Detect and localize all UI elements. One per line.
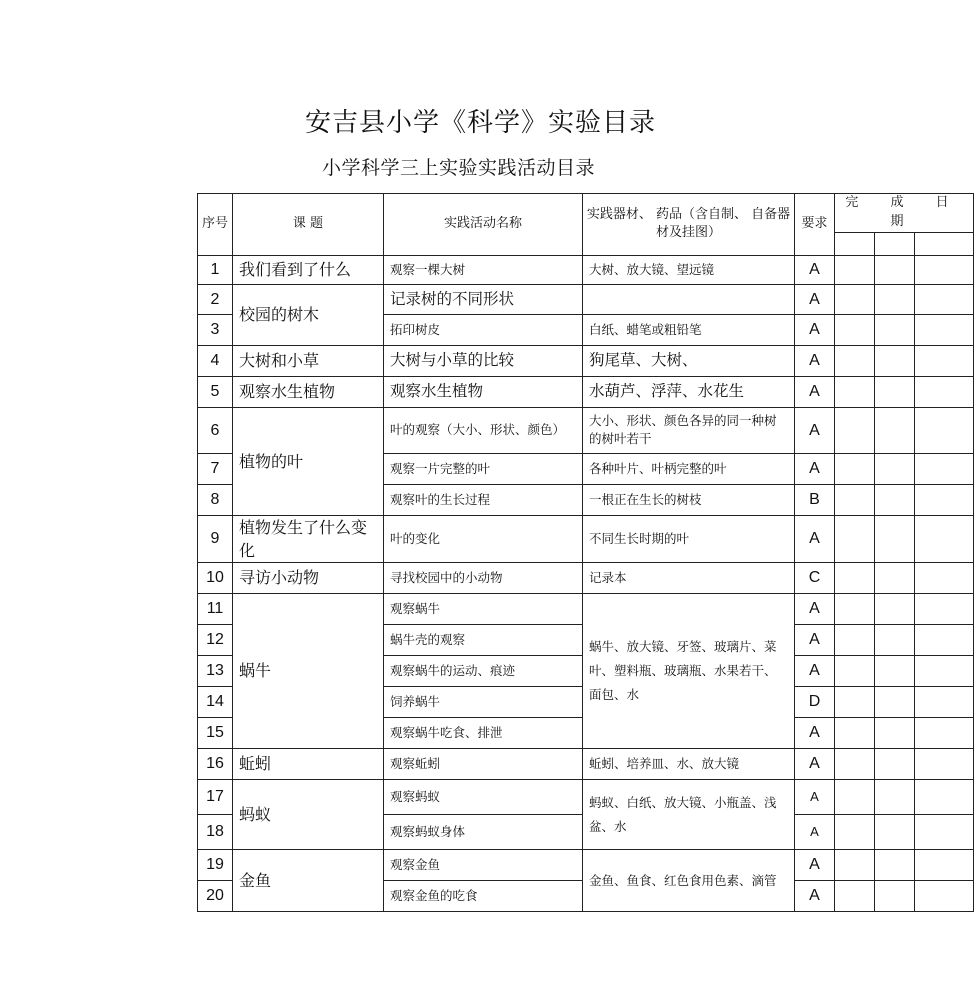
- date-cell: [915, 780, 974, 815]
- date-cell: [875, 881, 915, 912]
- date-cell: [915, 594, 974, 625]
- row-number: 15: [198, 718, 233, 749]
- activity-cell: 观察一棵大树: [384, 255, 583, 284]
- table-row: [198, 780, 974, 815]
- row-number: 16: [198, 749, 233, 780]
- materials-cell: 不同生长时期的叶: [583, 515, 795, 562]
- table-row: [198, 407, 974, 453]
- activity-cell: 观察一片完整的叶: [384, 453, 583, 484]
- row-number: 10: [198, 563, 233, 594]
- row-number: 3: [198, 314, 233, 345]
- document-title: 安吉县小学《科学》实验目录: [305, 108, 657, 138]
- date-cell: [835, 284, 875, 314]
- date-cell: [915, 484, 974, 515]
- date-cell: [835, 749, 875, 780]
- activity-cell: 观察蚂蚁: [384, 780, 583, 815]
- date-cell: [915, 815, 974, 850]
- activity-cell: 寻找校园中的小动物: [384, 563, 583, 594]
- materials-cell: 记录本: [583, 563, 795, 594]
- requirement-cell: A: [795, 656, 835, 687]
- requirement-cell: A: [795, 407, 835, 453]
- materials-cell: 水葫芦、浮萍、水花生: [583, 376, 795, 407]
- date-cell: [875, 850, 915, 881]
- date-cell: [835, 563, 875, 594]
- activity-cell: 观察金鱼: [384, 850, 583, 881]
- topic-cell: 寻访小动物: [233, 563, 384, 594]
- date-cell: [915, 625, 974, 656]
- row-number: 17: [198, 780, 233, 815]
- date-cell: [875, 376, 915, 407]
- date-cell: [875, 407, 915, 453]
- date-cell: [915, 656, 974, 687]
- header-activity: 实践活动名称: [384, 194, 583, 256]
- topic-cell: 我们看到了什么: [233, 255, 384, 284]
- date-cell: [835, 515, 875, 562]
- row-number: 4: [198, 345, 233, 376]
- materials-cell: 金鱼、鱼食、红色食用色素、滴管: [583, 850, 795, 912]
- materials-cell: 白纸、蜡笔或粗铅笔: [583, 314, 795, 345]
- requirement-cell: D: [795, 687, 835, 718]
- date-cell: [875, 563, 915, 594]
- requirement-cell: A: [795, 718, 835, 749]
- materials-cell: [583, 284, 795, 314]
- date-cell: [875, 625, 915, 656]
- topic-cell: 蚂蚁: [233, 780, 384, 850]
- topic-cell: 蚯蚓: [233, 749, 384, 780]
- date-cell: [915, 563, 974, 594]
- date-cell: [875, 594, 915, 625]
- date-cell: [875, 815, 915, 850]
- date-cell: [835, 453, 875, 484]
- row-number: 20: [198, 881, 233, 912]
- table-row: [198, 255, 974, 284]
- header-seq: 序号: [198, 194, 233, 256]
- date-cell: [835, 656, 875, 687]
- date-cell: [915, 407, 974, 453]
- table-row: [198, 345, 974, 376]
- materials-cell: 蜗牛、放大镜、牙签、玻璃片、菜叶、塑料瓶、玻璃瓶、水果若干、面包、水: [583, 594, 795, 749]
- materials-cell: 大树、放大镜、望远镜: [583, 255, 795, 284]
- topic-cell: 金鱼: [233, 850, 384, 912]
- date-cell: [835, 850, 875, 881]
- row-number: 12: [198, 625, 233, 656]
- date-cell: [875, 749, 915, 780]
- requirement-cell: C: [795, 563, 835, 594]
- row-number: 18: [198, 815, 233, 850]
- activity-cell: 观察叶的生长过程: [384, 484, 583, 515]
- date-subcell: [915, 232, 974, 255]
- requirement-cell: A: [795, 815, 835, 850]
- date-cell: [915, 255, 974, 284]
- header-materials: 实践器材、 药品（含自制、 自备器材及挂图）: [583, 194, 795, 256]
- requirement-cell: B: [795, 484, 835, 515]
- date-cell: [915, 881, 974, 912]
- row-number: 11: [198, 594, 233, 625]
- date-cell: [875, 284, 915, 314]
- activity-cell: 记录树的不同形状: [384, 284, 583, 314]
- table-viewport: [197, 193, 963, 905]
- materials-cell: 大小、形状、颜色各异的同一种树的树叶若干: [583, 407, 795, 453]
- table-row: [198, 749, 974, 780]
- activity-cell: 观察金鱼的吃食: [384, 881, 583, 912]
- date-cell: [915, 687, 974, 718]
- topic-cell: 蜗牛: [233, 594, 384, 749]
- requirement-cell: A: [795, 314, 835, 345]
- requirement-cell: A: [795, 749, 835, 780]
- date-cell: [835, 780, 875, 815]
- row-number: 6: [198, 407, 233, 453]
- table-row: [198, 284, 974, 314]
- date-cell: [875, 314, 915, 345]
- row-number: 14: [198, 687, 233, 718]
- table-row: [198, 850, 974, 881]
- header-row: [198, 194, 974, 233]
- date-cell: [875, 780, 915, 815]
- activity-cell: 观察蚂蚁身体: [384, 815, 583, 850]
- date-cell: [915, 376, 974, 407]
- date-cell: [835, 625, 875, 656]
- topic-cell: 植物发生了什么变化: [233, 515, 384, 562]
- materials-cell: 各种叶片、叶柄完整的叶: [583, 453, 795, 484]
- activity-cell: 叶的观察（大小、形状、颜色）: [384, 407, 583, 453]
- table-row: [198, 563, 974, 594]
- requirement-cell: A: [795, 881, 835, 912]
- date-cell: [835, 484, 875, 515]
- activity-cell: 蜗牛壳的观察: [384, 625, 583, 656]
- requirement-cell: A: [795, 453, 835, 484]
- table-row: [198, 515, 974, 562]
- date-cell: [835, 687, 875, 718]
- experiment-table: [197, 193, 974, 912]
- header-completion-date: 完 成 日 期: [835, 194, 974, 233]
- topic-cell: 观察水生植物: [233, 376, 384, 407]
- activity-cell: 大树与小草的比较: [384, 345, 583, 376]
- row-number: 2: [198, 284, 233, 314]
- date-cell: [875, 515, 915, 562]
- topic-cell: 校园的树木: [233, 284, 384, 345]
- date-cell: [915, 345, 974, 376]
- activity-cell: 饲养蜗牛: [384, 687, 583, 718]
- activity-cell: 观察蚯蚓: [384, 749, 583, 780]
- date-cell: [875, 453, 915, 484]
- requirement-cell: A: [795, 594, 835, 625]
- activity-cell: 观察水生植物: [384, 376, 583, 407]
- materials-cell: 狗尾草、大树、: [583, 345, 795, 376]
- date-cell: [875, 687, 915, 718]
- requirement-cell: A: [795, 284, 835, 314]
- topic-cell: 植物的叶: [233, 407, 384, 515]
- date-cell: [915, 749, 974, 780]
- activity-cell: 观察蜗牛: [384, 594, 583, 625]
- header-requirement: 要求: [795, 194, 835, 256]
- activity-cell: 观察蜗牛的运动、痕迹: [384, 656, 583, 687]
- requirement-cell: A: [795, 255, 835, 284]
- row-number: 8: [198, 484, 233, 515]
- requirement-cell: A: [795, 345, 835, 376]
- header-topic: 课 题: [233, 194, 384, 256]
- date-cell: [835, 314, 875, 345]
- materials-cell: 蚂蚁、白纸、放大镜、小瓶盖、浅盆、水: [583, 780, 795, 850]
- requirement-cell: A: [795, 625, 835, 656]
- row-number: 5: [198, 376, 233, 407]
- date-cell: [875, 718, 915, 749]
- date-cell: [875, 255, 915, 284]
- table-row: [198, 594, 974, 625]
- requirement-cell: A: [795, 780, 835, 815]
- table-row: [198, 376, 974, 407]
- date-cell: [915, 718, 974, 749]
- date-cell: [835, 345, 875, 376]
- date-cell: [915, 850, 974, 881]
- requirement-cell: A: [795, 850, 835, 881]
- date-cell: [875, 345, 915, 376]
- date-subcell: [875, 232, 915, 255]
- requirement-cell: A: [795, 376, 835, 407]
- date-cell: [835, 881, 875, 912]
- date-cell: [835, 407, 875, 453]
- date-subcell: [835, 232, 875, 255]
- date-cell: [835, 255, 875, 284]
- date-cell: [875, 484, 915, 515]
- row-number: 19: [198, 850, 233, 881]
- date-cell: [835, 376, 875, 407]
- row-number: 13: [198, 656, 233, 687]
- requirement-cell: A: [795, 515, 835, 562]
- date-cell: [915, 453, 974, 484]
- row-number: 9: [198, 515, 233, 562]
- date-cell: [915, 314, 974, 345]
- date-cell: [915, 284, 974, 314]
- date-cell: [835, 815, 875, 850]
- materials-cell: 蚯蚓、培养皿、水、放大镜: [583, 749, 795, 780]
- date-cell: [875, 656, 915, 687]
- date-cell: [915, 515, 974, 562]
- activity-cell: 叶的变化: [384, 515, 583, 562]
- document-subtitle: 小学科学三上实验实践活动目录: [322, 157, 596, 179]
- date-cell: [835, 594, 875, 625]
- topic-cell: 大树和小草: [233, 345, 384, 376]
- date-cell: [835, 718, 875, 749]
- materials-cell: 一根正在生长的树枝: [583, 484, 795, 515]
- activity-cell: 拓印树皮: [384, 314, 583, 345]
- activity-cell: 观察蜗牛吃食、排泄: [384, 718, 583, 749]
- row-number: 7: [198, 453, 233, 484]
- row-number: 1: [198, 255, 233, 284]
